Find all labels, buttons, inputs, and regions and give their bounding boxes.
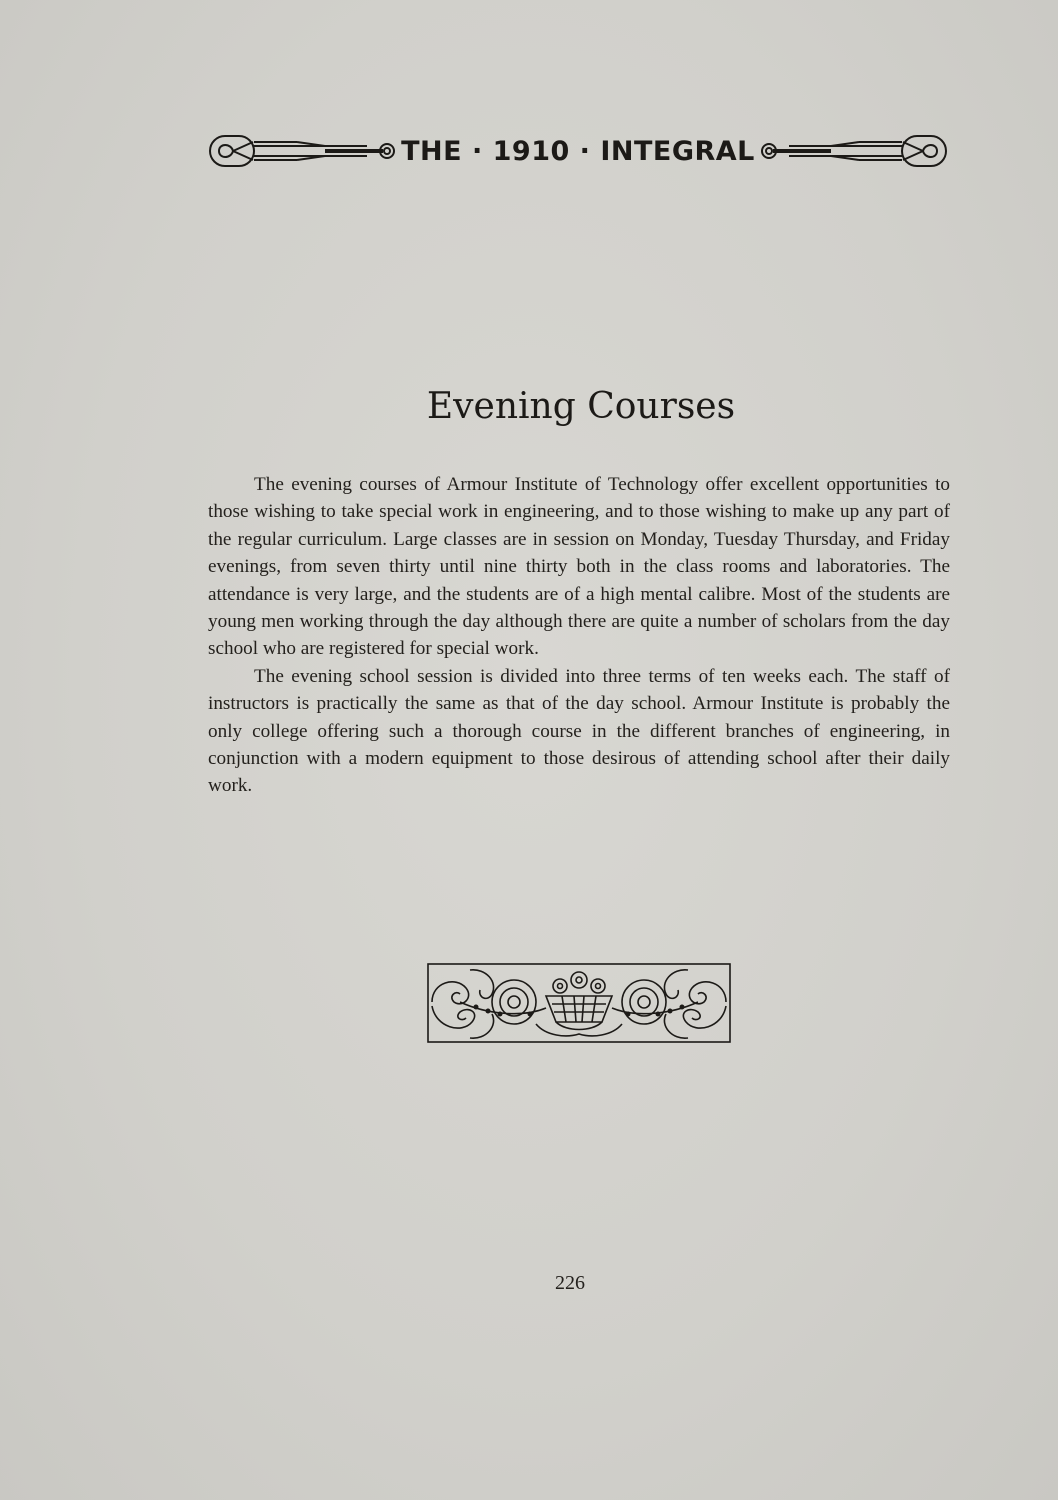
running-header <box>207 128 949 174</box>
running-header-title: THE · 1910 · INTEGRAL <box>401 135 755 167</box>
right-scroll-ornament-icon <box>759 131 949 171</box>
paragraph-1: The evening courses of Armour Institute of Technology offer excellent opportunities to those wishing to take special work in engineering, and to those wishing to make up any part of the regular curriculum. Large classes are in session on Monday, Tuesday Thursday, and Friday evenings, from seven thirty until nine thirty both in the class rooms and laboratories. The attendance is very large, and the students are of a high mental calibre. Most of the students are young men working through the day although there are quite a number of scholars from the day school who are registered for special work. <box>208 474 950 660</box>
page-number: 226 <box>555 1272 585 1294</box>
left-scroll-ornament-icon <box>207 131 397 171</box>
floral-tailpiece-icon <box>426 962 732 1044</box>
paragraph-2: The evening school session is divided into three terms of ten weeks each. The staff of instructors is practically the same as that of the day school. Armour Institute is probably the only college offering such a thorough course in the different branches of engineering, in conjunction with a modern equipment to those desirous of attending school after their daily work. <box>208 665 950 797</box>
page-title: Evening Courses <box>426 386 736 427</box>
article-body <box>208 471 950 800</box>
